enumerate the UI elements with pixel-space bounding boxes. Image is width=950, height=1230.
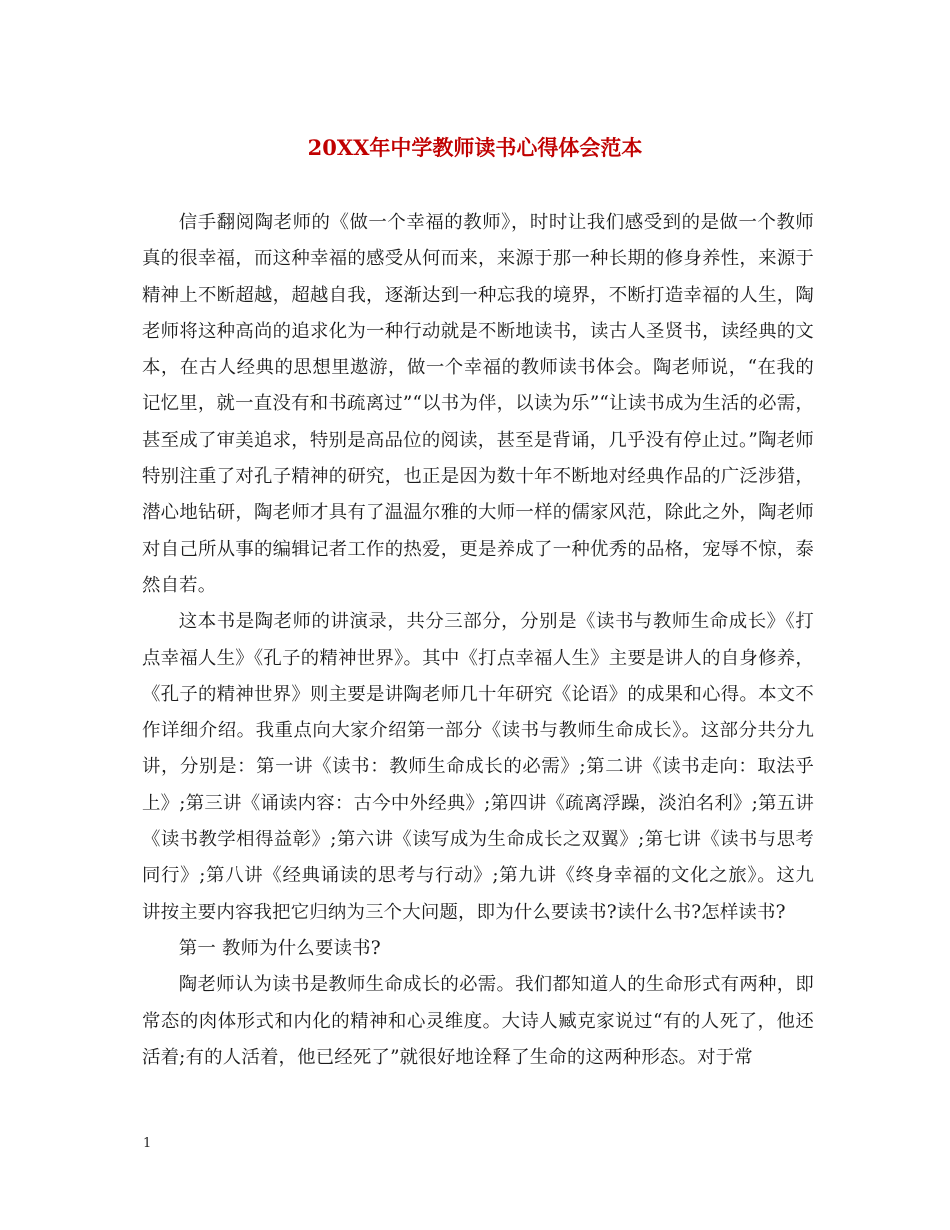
page-number: 1 bbox=[143, 1136, 152, 1151]
paragraph-book-structure: 这本书是陶老师的讲演录，共分三部分，分别是《读书与教师生命成长》《打点幸福人生》《孔子的精神世界》。其中《打点幸福人生》主要是讲人的自身修养，《孔子的精神世界》则主要是讲陶老师几十年研究《论语》的成果和心得。本文不作详细介绍。我重点向大家介绍第一部分《读书与教师生命成长》。这部分共分九讲，分别是：第一讲《读书：教师生命成长的必需》;第二讲《读书走向：取法乎上》;第三讲《诵读内容：古今中外经典》;第四讲《疏离浮躁，淡泊名利》;第五讲《读书教学相得益彰》;第六讲《读写成为生命成长之双翼》;第七讲《读书与思考同行》;第八讲《经典诵读的思考与行动》;第九讲《终身幸福的文化之旅》。这九讲按主要内容我把它归纳为三个大问题，即为什么要读书?读什么书?怎样读书? bbox=[142, 611, 814, 923]
paragraph-why-read: 陶老师认为读书是教师生命成长的必需。我们都知道人的生命形式有两种，即常态的肉体形式和内化的精神和心灵维度。大诗人臧克家说过“有的人死了，他还活着;有的人活着，他已经死了”就很好地诠释了生命的这两种形态。对于常 bbox=[142, 974, 814, 1068]
section-heading: 第一 教师为什么要读书? bbox=[178, 937, 381, 959]
paragraph-intro: 信手翻阅陶老师的《做一个幸福的教师》，时时让我们感受到的是做一个教师真的很幸福，而这种幸福的感受从何而来，来源于那一种长期的修身养性，来源于精神上不断超越，超越自我，逐渐达到一种忘我的境界，不断打造幸福的人生，陶老师将这种高尚的追求化为一种行动就是不断地读书，读古人圣贤书，读经典的文本，在古人经典的思想里遨游，做一个幸福的教师读书体会。陶老师说，“在我的记忆里，就一直没有和书疏离过”“以书为伴，以读为乐”“让读书成为生活的必需，甚至成了审美追求，特别是高品位的阅读，甚至是背诵，几乎没有停止过。”陶老师特别注重了对孔子精神的研究，也正是因为数十年不断地对经典作品的广泛涉猎，潜心地钻研，陶老师才具有了温温尔雅的大师一样的儒家风范，除此之外，陶老师对自己所从事的编辑记者工作的热爱，更是养成了一种优秀的品格，宠辱不惊，泰然自若。 bbox=[142, 212, 814, 596]
document-body bbox=[142, 205, 814, 1076]
document-title: 20XX年中学教师读书心得体会范本 bbox=[307, 135, 643, 160]
